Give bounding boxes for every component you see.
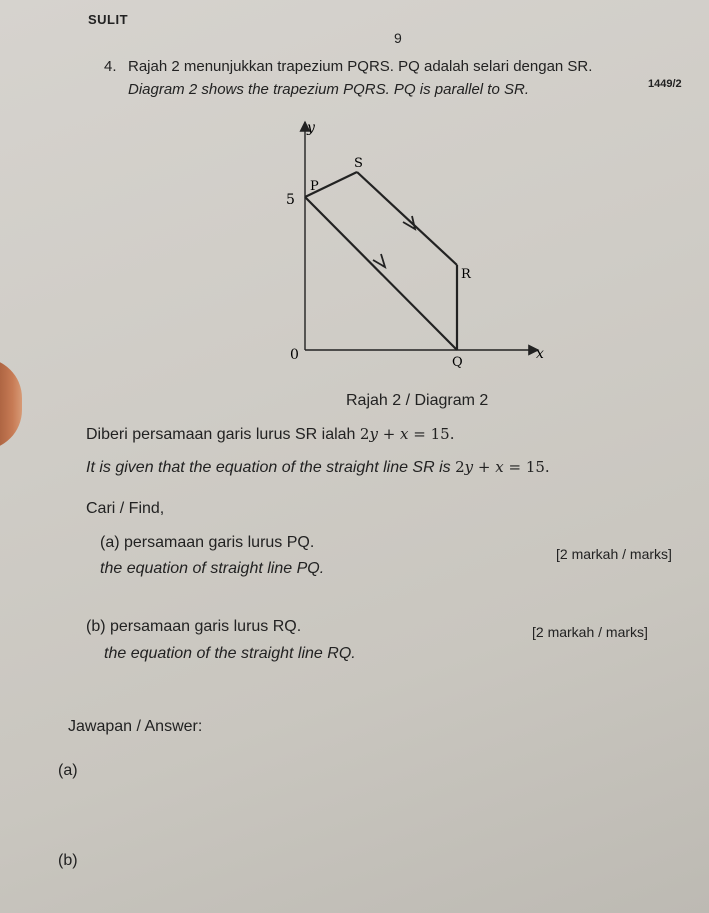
part-a-malay: (a) persamaan garis lurus PQ.	[100, 534, 315, 551]
answer-b-label: (b)	[58, 852, 78, 869]
part-a-english: the equation of straight line PQ.	[100, 560, 325, 577]
page-number: 9	[394, 30, 402, 46]
line-sr	[357, 172, 457, 265]
paper-code: 1449/2	[648, 78, 682, 90]
given-malay-text: Diberi persamaan garis lurus SR ialah 2y + x = 15.	[86, 425, 455, 443]
parallel-arrow-pq	[373, 254, 385, 267]
origin-label: 0	[290, 347, 299, 363]
answer-a-label: (a)	[58, 762, 78, 779]
part-b-marks: [2 markah / marks]	[532, 624, 648, 640]
sulit-label: SULIT	[88, 12, 129, 27]
diagram-caption: Rajah 2 / Diagram 2	[346, 392, 489, 409]
point-r-label: R	[461, 267, 471, 282]
point-s-label: S	[354, 156, 363, 171]
part-a-marks: [2 markah / marks]	[556, 546, 672, 562]
question-malay: Rajah 2 menunjukkan trapezium PQRS. PQ adalah selari dengan SR.	[128, 58, 593, 75]
y-tick-5: 5	[286, 192, 295, 208]
given-equation-malay: 2y + x = 15.	[359, 425, 455, 443]
find-label: Cari / Find,	[86, 500, 165, 517]
given-equation-english: 2y + x = 15.	[455, 458, 550, 476]
point-q-label: Q	[452, 355, 463, 370]
line-pq	[305, 197, 457, 350]
part-b-malay: (b) persamaan garis lurus RQ.	[86, 618, 302, 635]
y-axis-label: y	[307, 120, 315, 136]
point-p-label: P	[310, 179, 319, 194]
trapezium-diagram	[270, 110, 570, 370]
x-axis-label: x	[536, 346, 544, 362]
given-english-text: It is given that the equation of the straight line SR is 2y + x = 15.	[86, 458, 550, 476]
part-b-english: the equation of the straight line RQ.	[104, 645, 356, 662]
question-number: 4.	[104, 58, 117, 75]
finger-edge	[0, 358, 22, 450]
answer-label: Jawapan / Answer:	[68, 718, 203, 735]
question-english: Diagram 2 shows the trapezium PQRS. PQ is parallel to SR.	[128, 81, 529, 98]
